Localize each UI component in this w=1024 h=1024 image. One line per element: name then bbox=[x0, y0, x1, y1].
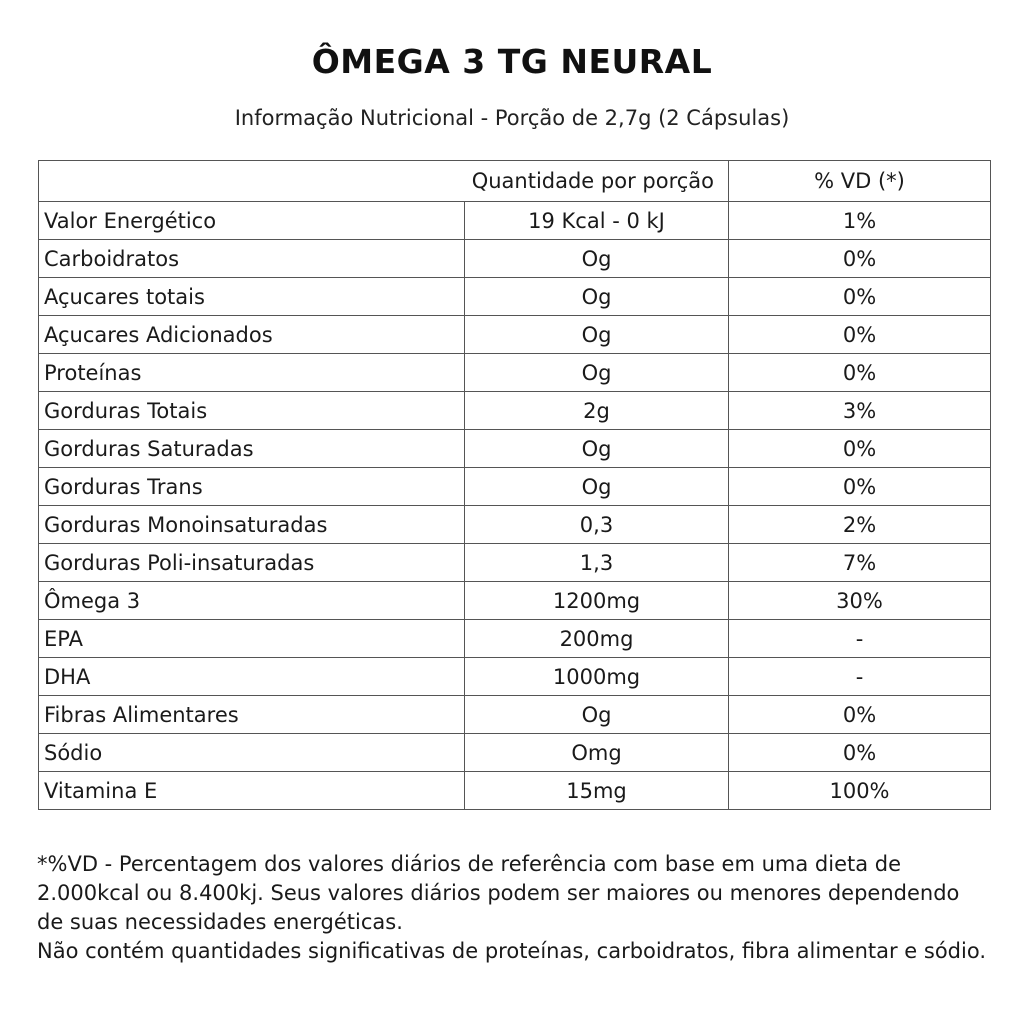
nutrient-name: Gorduras Trans bbox=[39, 468, 465, 506]
table-row bbox=[39, 240, 991, 278]
nutrient-name: Sódio bbox=[39, 734, 465, 772]
table-row bbox=[39, 544, 991, 582]
table-row bbox=[39, 468, 991, 506]
nutrient-daily-value: 30% bbox=[729, 582, 991, 620]
header-quantity: Quantidade por porção bbox=[39, 161, 729, 202]
nutrient-name: Gorduras Monoinsaturadas bbox=[39, 506, 465, 544]
nutrient-amount: 200mg bbox=[465, 620, 729, 658]
nutrient-amount: Omg bbox=[465, 734, 729, 772]
nutrient-amount: 1200mg bbox=[465, 582, 729, 620]
serving-subtitle: Informação Nutricional - Porção de 2,7g (2 Cápsulas) bbox=[234, 106, 790, 130]
nutrient-name: EPA bbox=[39, 620, 465, 658]
nutrient-amount: Og bbox=[465, 240, 729, 278]
nutrient-amount: 1,3 bbox=[465, 544, 729, 582]
nutrient-daily-value: 0% bbox=[729, 278, 991, 316]
nutrient-amount: Og bbox=[465, 316, 729, 354]
table-row bbox=[39, 278, 991, 316]
nutrient-daily-value: 0% bbox=[729, 734, 991, 772]
nutrient-name: Gorduras Saturadas bbox=[39, 430, 465, 468]
nutrient-amount: Og bbox=[465, 278, 729, 316]
nutrient-amount: Og bbox=[465, 696, 729, 734]
nutrient-amount: 19 Kcal - 0 kJ bbox=[465, 202, 729, 240]
table-row bbox=[39, 202, 991, 240]
nutrient-daily-value: 0% bbox=[729, 696, 991, 734]
daily-value-note: *%VD - Percentagem dos valores diários de referência com base em uma dieta de 2.000kcal ou 8.400kj. Seus valores diários podem ser maiores ou menores dependendo de suas necessidades energéticas. bbox=[37, 852, 960, 934]
table-header-row bbox=[39, 161, 991, 202]
nutrient-name: Açucares Adicionados bbox=[39, 316, 465, 354]
nutrient-amount: 2g bbox=[465, 392, 729, 430]
nutrient-daily-value: 1% bbox=[729, 202, 991, 240]
nutrient-amount: 15mg bbox=[465, 772, 729, 810]
table-row bbox=[39, 430, 991, 468]
table-row bbox=[39, 316, 991, 354]
table-row bbox=[39, 392, 991, 430]
table-row bbox=[39, 696, 991, 734]
table-row bbox=[39, 772, 991, 810]
nutrient-daily-value: 0% bbox=[729, 316, 991, 354]
nutrient-amount: Og bbox=[465, 468, 729, 506]
nutrient-name: Gorduras Poli-insaturadas bbox=[39, 544, 465, 582]
header-daily-value: % VD (*) bbox=[729, 161, 991, 202]
nutrient-name: Fibras Alimentares bbox=[39, 696, 465, 734]
nutrient-name: Vitamina E bbox=[39, 772, 465, 810]
table-row bbox=[39, 658, 991, 696]
table-row bbox=[39, 582, 991, 620]
nutrient-name: Ômega 3 bbox=[39, 582, 465, 620]
nutrient-daily-value: 0% bbox=[729, 354, 991, 392]
nutrient-daily-value: - bbox=[729, 658, 991, 696]
table-row bbox=[39, 354, 991, 392]
nutrient-daily-value: 3% bbox=[729, 392, 991, 430]
nutrient-name: Açucares totais bbox=[39, 278, 465, 316]
nutrient-amount: 1000mg bbox=[465, 658, 729, 696]
nutrient-name: Carboidratos bbox=[39, 240, 465, 278]
table-row bbox=[39, 734, 991, 772]
nutrient-amount: Og bbox=[465, 354, 729, 392]
nutrient-daily-value: 7% bbox=[729, 544, 991, 582]
nutrition-table bbox=[38, 160, 991, 810]
nutrient-daily-value: 2% bbox=[729, 506, 991, 544]
table-row bbox=[39, 506, 991, 544]
nutrient-name: Proteínas bbox=[39, 354, 465, 392]
nutrient-daily-value: - bbox=[729, 620, 991, 658]
nutrition-table-body bbox=[39, 161, 991, 810]
product-title: ÔMEGA 3 TG NEURAL bbox=[311, 42, 713, 81]
nutrient-daily-value: 0% bbox=[729, 240, 991, 278]
not-contains-note: Não contém quantidades significativas de proteínas, carboidratos, fibra alimentar e sódio. bbox=[37, 939, 986, 963]
nutrient-daily-value: 0% bbox=[729, 468, 991, 506]
table-row bbox=[39, 620, 991, 658]
nutrient-name: Gorduras Totais bbox=[39, 392, 465, 430]
nutrient-name: DHA bbox=[39, 658, 465, 696]
nutrient-name: Valor Energético bbox=[39, 202, 465, 240]
nutrient-amount: 0,3 bbox=[465, 506, 729, 544]
footnote bbox=[37, 850, 987, 966]
nutrient-amount: Og bbox=[465, 430, 729, 468]
nutrient-daily-value: 0% bbox=[729, 430, 991, 468]
nutrient-daily-value: 100% bbox=[729, 772, 991, 810]
